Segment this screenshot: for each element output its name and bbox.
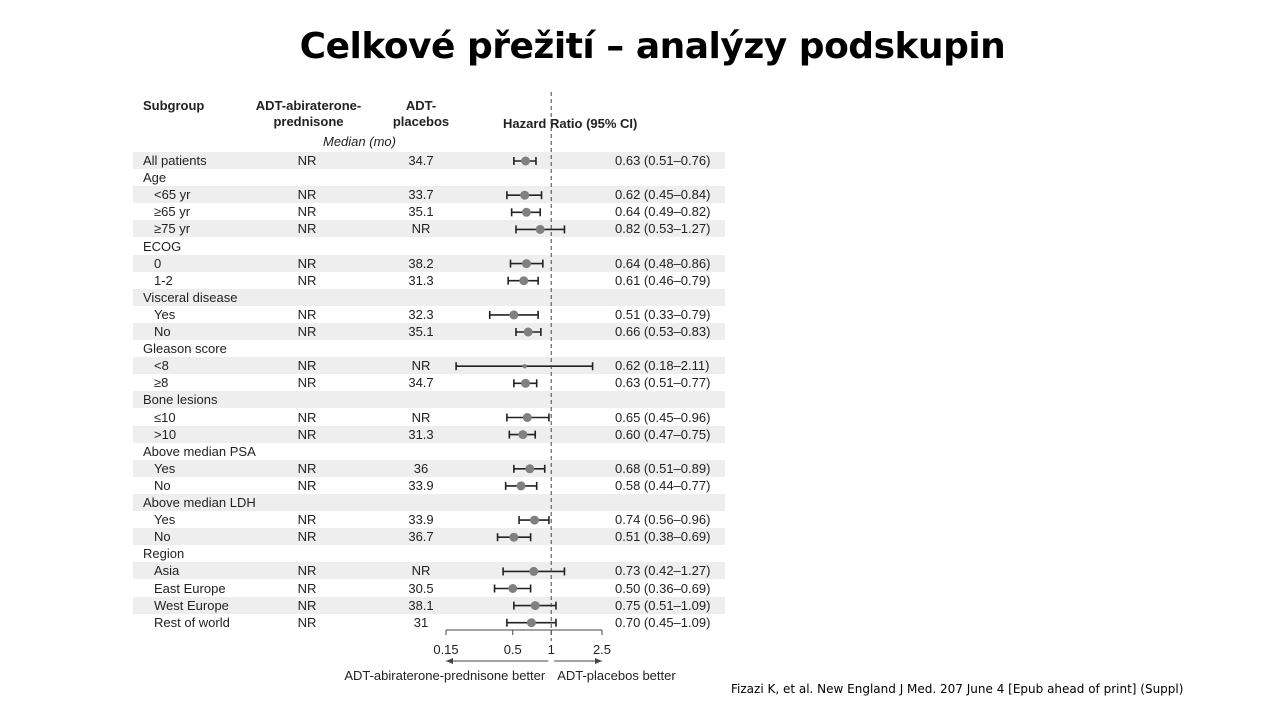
hazard-ratio-text: 0.61 (0.46–0.79) <box>615 272 711 288</box>
subgroup-label: No <box>154 529 171 545</box>
subgroup-label: <65 yr <box>154 187 191 203</box>
citation: Fizazi K, et al. New England J Med. 207 June 4 [Epub ahead of print] (Suppl) <box>731 682 1184 696</box>
subgroup-label: East Europe <box>154 580 226 596</box>
median-placebo: NR <box>411 563 431 579</box>
median-abiraterone: NR <box>297 409 317 425</box>
hazard-ratio-text: 0.58 (0.44–0.77) <box>615 477 711 493</box>
median-placebo: NR <box>411 409 431 425</box>
hazard-ratio-point <box>536 225 545 234</box>
x-tick-label: 1 <box>547 642 555 657</box>
header-subgroup: Subgroup <box>143 98 205 113</box>
hazard-ratio-text: 0.50 (0.36–0.69) <box>615 580 711 596</box>
hazard-ratio-text: 0.63 (0.51–0.77) <box>615 375 711 391</box>
subgroup-header: Bone lesions <box>143 392 218 408</box>
x-tick-label: 2.5 <box>592 642 612 657</box>
arrow-left-head <box>446 658 453 664</box>
median-abiraterone: NR <box>297 187 317 203</box>
median-placebo: 34.7 <box>408 375 434 391</box>
median-abiraterone: NR <box>297 563 317 579</box>
median-abiraterone: NR <box>297 597 317 613</box>
hazard-ratio-text: 0.70 (0.45–1.09) <box>615 614 711 630</box>
median-abiraterone: NR <box>297 221 317 237</box>
hazard-ratio-point <box>521 157 530 166</box>
median-abiraterone: NR <box>297 375 317 391</box>
hazard-ratio-point <box>508 584 517 593</box>
hazard-ratio-point <box>521 379 530 388</box>
hazard-ratio-text: 0.62 (0.45–0.84) <box>615 187 711 203</box>
hazard-ratio-text: 0.51 (0.33–0.79) <box>615 306 711 322</box>
subgroup-label: Rest of world <box>154 614 230 630</box>
hazard-ratio-text: 0.73 (0.42–1.27) <box>615 563 711 579</box>
median-placebo: 38.1 <box>408 597 434 613</box>
subgroup-header: Region <box>143 546 185 562</box>
median-placebo: 31 <box>413 614 429 630</box>
hazard-ratio-text: 0.68 (0.51–0.89) <box>615 460 711 476</box>
median-placebo: 33.7 <box>408 187 434 203</box>
hazard-ratio-point <box>525 464 534 473</box>
header-hazard-ratio: Hazard Ratio (95% CI) <box>503 116 638 131</box>
hazard-ratio-text: 0.75 (0.51–1.09) <box>615 597 711 613</box>
subgroup-header: Gleason score <box>143 341 227 357</box>
median-placebo: 36.7 <box>408 529 434 545</box>
hazard-ratio-point <box>509 533 518 542</box>
median-abiraterone: NR <box>297 272 317 288</box>
subgroup-label: ≥65 yr <box>154 204 191 220</box>
median-abiraterone: NR <box>297 255 317 271</box>
subgroup-label: Yes <box>154 306 176 322</box>
subgroup-label: All patients <box>143 153 207 168</box>
median-abiraterone: NR <box>297 614 317 630</box>
median-abiraterone: NR <box>297 204 317 220</box>
median-placebo: 38.2 <box>408 255 434 271</box>
hazard-ratio-text: 0.51 (0.38–0.69) <box>615 529 711 545</box>
hazard-ratio-text: 0.64 (0.48–0.86) <box>615 255 711 271</box>
subgroup-label: No <box>154 477 171 493</box>
subgroup-header: Above median LDH <box>143 495 256 510</box>
hazard-ratio-point <box>531 601 540 610</box>
hazard-ratio-point <box>522 259 531 268</box>
header-abiraterone-line1: ADT-abiraterone- <box>255 98 362 113</box>
subgroup-label: >10 <box>154 426 177 442</box>
slide-title: Celkové přežití – analýzy podskupin <box>299 26 1006 67</box>
hazard-ratio-text: 0.63 (0.51–0.76) <box>615 153 711 168</box>
hazard-ratio-point <box>529 567 538 576</box>
arrow-right-head <box>595 658 602 664</box>
subgroup-header: ECOG <box>143 238 182 254</box>
subgroup-header: Age <box>143 170 167 186</box>
subgroup-label: No <box>154 324 171 339</box>
subgroup-label: ≥8 <box>154 375 169 391</box>
median-abiraterone: NR <box>297 153 317 168</box>
subgroup-label: <8 <box>154 358 169 374</box>
hazard-ratio-point <box>523 413 532 422</box>
median-abiraterone: NR <box>297 358 317 374</box>
median-abiraterone: NR <box>297 426 317 442</box>
hazard-ratio-text: 0.64 (0.49–0.82) <box>615 204 711 220</box>
hazard-ratio-point <box>509 310 518 319</box>
median-placebo: 33.9 <box>408 512 434 528</box>
hazard-ratio-text: 0.82 (0.53–1.27) <box>615 221 711 237</box>
subgroup-label: 0 <box>154 255 162 271</box>
hazard-ratio-point <box>522 364 526 368</box>
median-abiraterone: NR <box>297 306 317 322</box>
subgroup-label: West Europe <box>154 597 229 613</box>
x-tick-label: 0.15 <box>433 642 459 657</box>
hazard-ratio-point <box>522 208 531 217</box>
median-abiraterone: NR <box>297 529 317 545</box>
subgroup-label: Asia <box>154 563 180 579</box>
hazard-ratio-point <box>520 191 529 200</box>
median-placebo: 32.3 <box>408 306 434 322</box>
hazard-ratio-point <box>519 276 528 285</box>
forest-plot-svg <box>133 92 725 692</box>
hazard-ratio-text: 0.62 (0.18–2.11) <box>615 358 710 374</box>
median-abiraterone: NR <box>297 580 317 596</box>
subgroup-label: Yes <box>154 512 176 528</box>
forest-plot <box>133 92 725 692</box>
favors-abiraterone-label: ADT-abiraterone-prednisone better <box>344 668 546 683</box>
median-label: Median (mo) <box>323 134 396 149</box>
hazard-ratio-text: 0.65 (0.45–0.96) <box>615 409 711 425</box>
subgroup-label: ≤10 <box>154 409 176 425</box>
median-placebo: 33.9 <box>408 477 434 493</box>
hazard-ratio-text: 0.74 (0.56–0.96) <box>615 512 711 528</box>
median-placebo: 35.1 <box>408 324 434 339</box>
hazard-ratio-point <box>527 618 536 627</box>
hazard-ratio-text: 0.66 (0.53–0.83) <box>615 324 711 339</box>
subgroup-header: Visceral disease <box>143 289 238 305</box>
hazard-ratio-point <box>530 516 539 525</box>
median-placebo: NR <box>411 221 431 237</box>
x-tick-label: 0.5 <box>503 642 522 657</box>
header-placebo-line1: ADT- <box>405 98 437 113</box>
median-placebo: 31.3 <box>408 426 434 442</box>
median-placebo: 35.1 <box>408 204 434 220</box>
header-placebo-line2: placebos <box>392 114 450 129</box>
hazard-ratio-text: 0.60 (0.47–0.75) <box>615 426 711 442</box>
header-abiraterone-line2: prednisone <box>273 114 344 129</box>
subgroup-header: Above median PSA <box>143 443 256 459</box>
subgroup-label: 1-2 <box>154 272 173 288</box>
subgroup-label: Yes <box>154 460 176 476</box>
median-placebo: 36 <box>413 460 429 476</box>
median-placebo: 34.7 <box>408 153 434 168</box>
median-placebo: 31.3 <box>408 272 434 288</box>
subgroup-label: ≥75 yr <box>154 221 191 237</box>
median-placebo: 30.5 <box>408 580 434 596</box>
favors-placebo-label: ADT-placebos better <box>557 668 676 683</box>
median-abiraterone: NR <box>297 324 317 339</box>
median-abiraterone: NR <box>297 477 317 493</box>
hazard-ratio-point <box>524 328 533 337</box>
median-abiraterone: NR <box>297 512 317 528</box>
median-abiraterone: NR <box>297 460 317 476</box>
hazard-ratio-point <box>516 481 525 490</box>
median-placebo: NR <box>411 358 431 374</box>
hazard-ratio-point <box>518 430 527 439</box>
